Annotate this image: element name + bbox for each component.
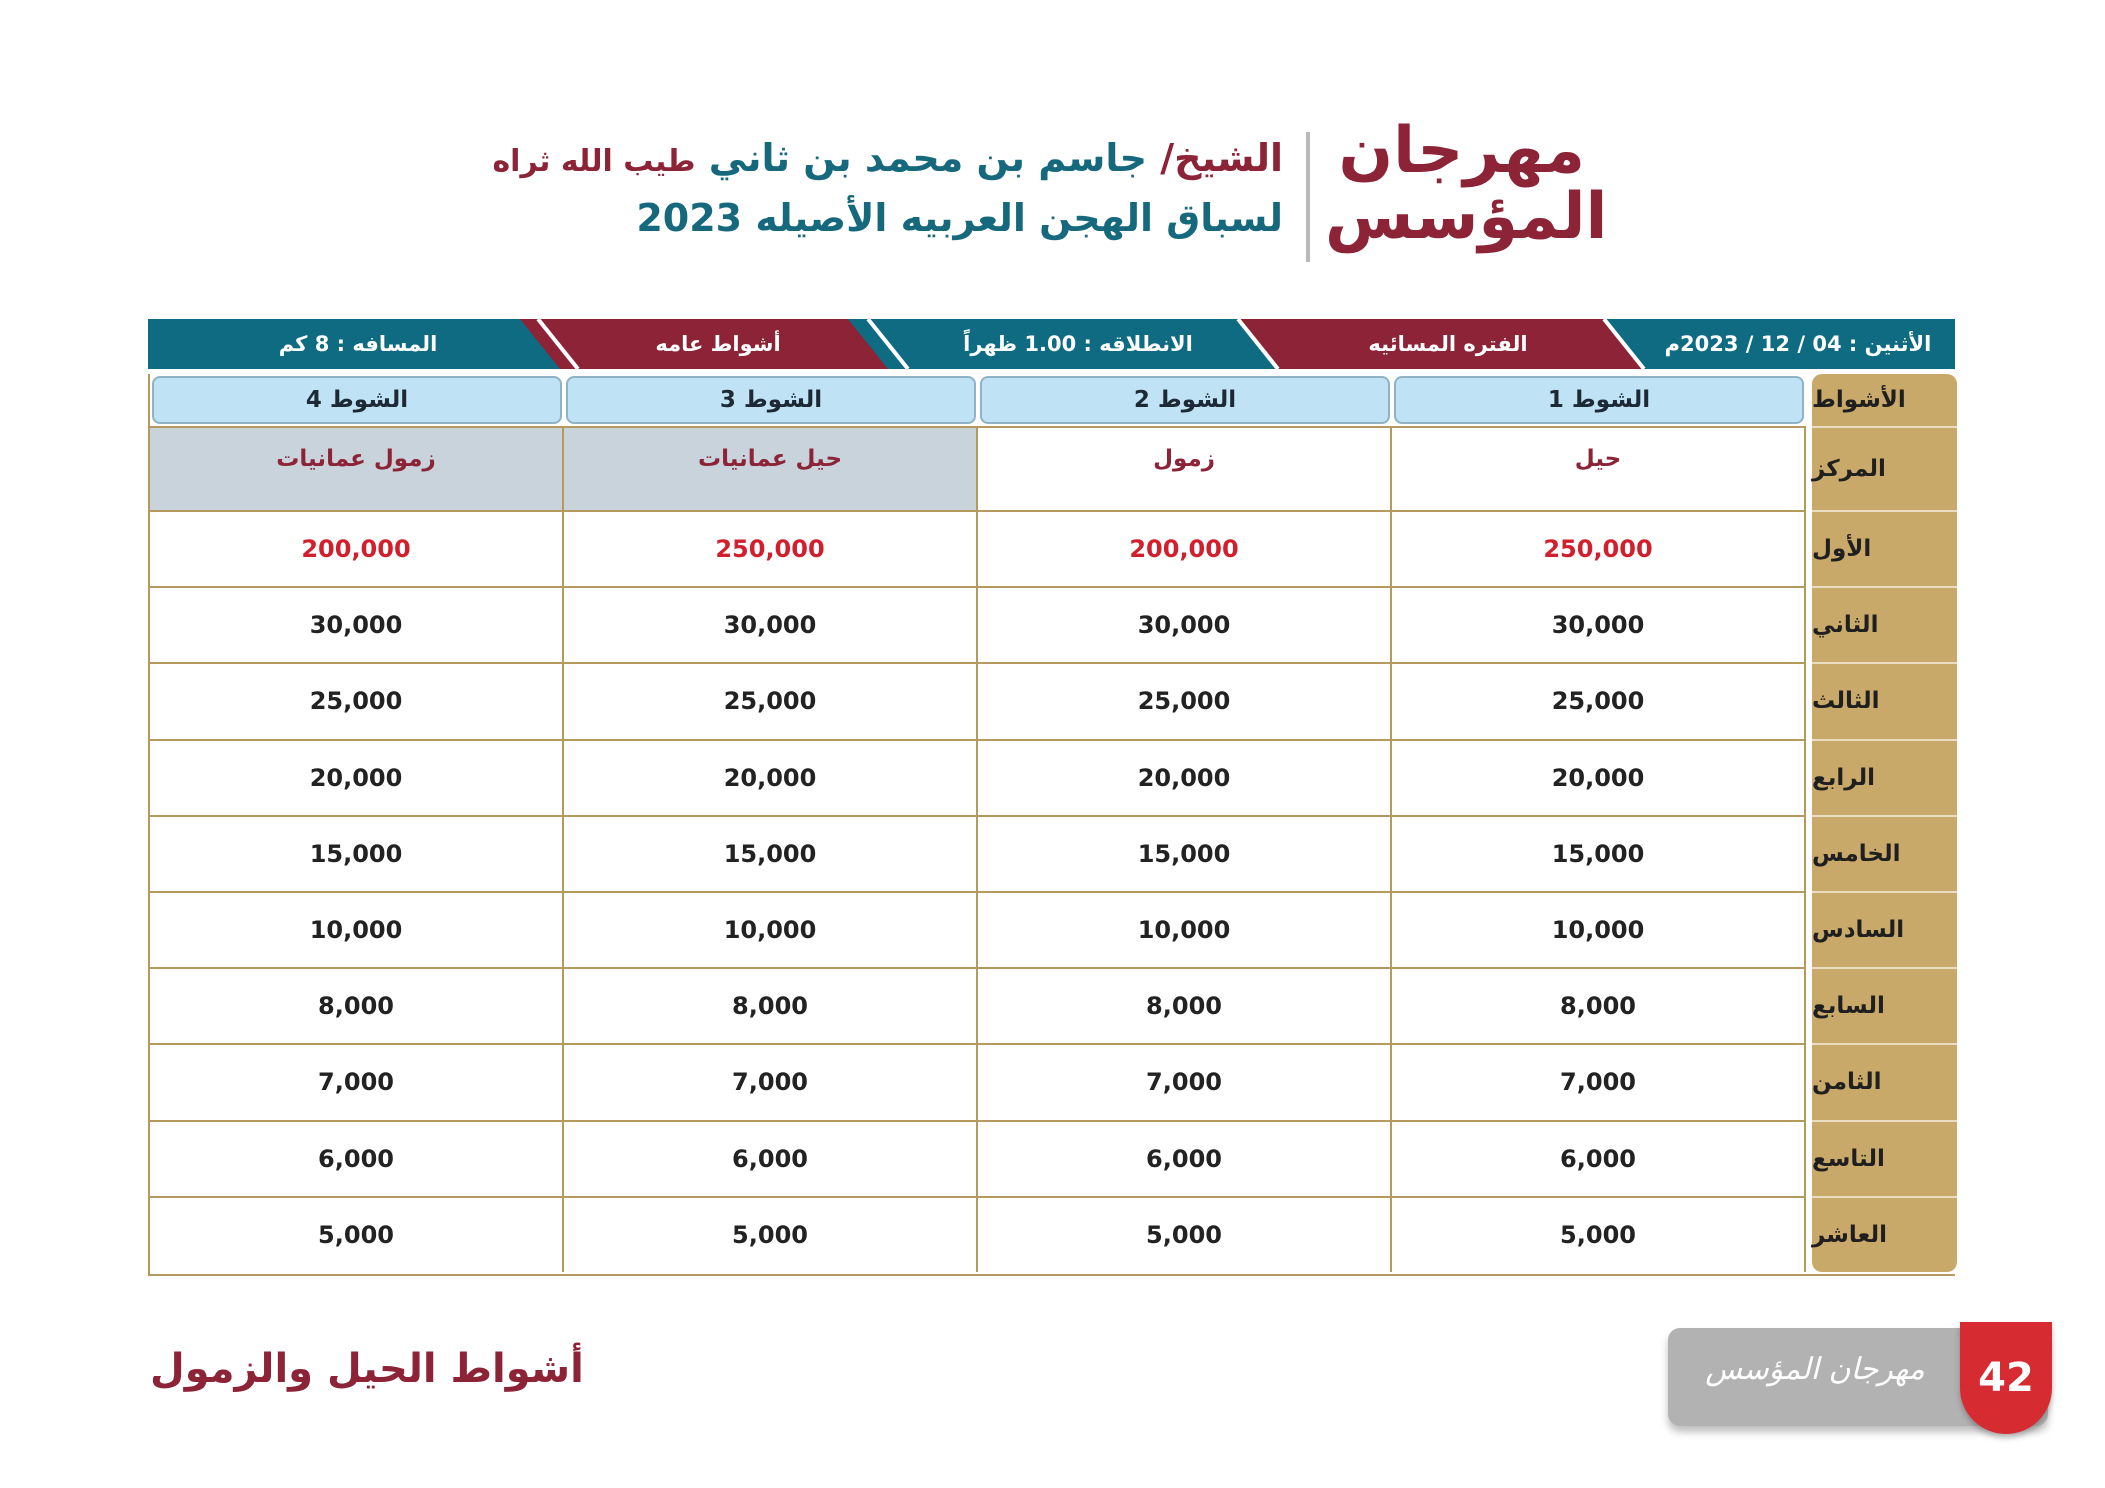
prize-cell: 7,000 bbox=[978, 1043, 1392, 1119]
ribbon-date: الأثنين : 04 / 12 / 2023م bbox=[1664, 332, 1932, 356]
prize-table bbox=[148, 374, 1955, 1276]
center-cell-2: زمول bbox=[978, 426, 1392, 510]
prize-cell: 20,000 bbox=[978, 739, 1392, 815]
prize-cell: 7,000 bbox=[150, 1043, 564, 1119]
heat-header-1: الشوط 1 bbox=[1394, 376, 1804, 424]
prize-cell: 25,000 bbox=[1392, 662, 1806, 738]
prize-cell: 30,000 bbox=[1392, 586, 1806, 662]
prize-cell: 30,000 bbox=[978, 586, 1392, 662]
header-suffix: طيب الله ثراه bbox=[492, 144, 696, 179]
prize-cell: 15,000 bbox=[1392, 815, 1806, 891]
row-label-8: الثامن bbox=[1812, 1043, 1957, 1119]
prize-cell: 10,000 bbox=[564, 891, 978, 967]
center-cell-1: حيل bbox=[1392, 426, 1806, 510]
brand-line-1: مهرجان bbox=[1338, 114, 1585, 188]
prize-cell: 30,000 bbox=[150, 586, 564, 662]
page-number: 42 bbox=[1960, 1322, 2052, 1434]
prize-cell: 15,000 bbox=[564, 815, 978, 891]
info-ribbon bbox=[148, 319, 1955, 369]
prize-cell: 7,000 bbox=[564, 1043, 978, 1119]
prize-cell: 25,000 bbox=[564, 662, 978, 738]
prize-cell: 20,000 bbox=[150, 739, 564, 815]
row-label-9: التاسع bbox=[1812, 1120, 1957, 1196]
ribbon-distance: المسافه : 8 كم bbox=[278, 332, 438, 356]
prize-cell: 8,000 bbox=[978, 967, 1392, 1043]
heat-header-4: الشوط 4 bbox=[152, 376, 562, 424]
prize-cell: 10,000 bbox=[150, 891, 564, 967]
row-label-5: الخامس bbox=[1812, 815, 1957, 891]
header-line-1 bbox=[492, 136, 1283, 180]
prize-cell: 250,000 bbox=[564, 510, 978, 586]
ribbon-start: الانطلاقه : 1.00 ظهراً bbox=[963, 332, 1193, 356]
prize-cell: 20,000 bbox=[1392, 739, 1806, 815]
label-header: الأشواط bbox=[1812, 374, 1957, 426]
header-prefix: الشيخ/ bbox=[1160, 136, 1283, 180]
prize-cell: 5,000 bbox=[1392, 1196, 1806, 1272]
prize-cell: 10,000 bbox=[978, 891, 1392, 967]
prize-cell: 30,000 bbox=[564, 586, 978, 662]
row-label-4: الرابع bbox=[1812, 739, 1957, 815]
prize-cell: 5,000 bbox=[150, 1196, 564, 1272]
prize-cell: 6,000 bbox=[150, 1120, 564, 1196]
prize-cell: 25,000 bbox=[978, 662, 1392, 738]
header-name: جاسم بن محمد بن ثاني bbox=[708, 136, 1148, 180]
row-label-7: السابع bbox=[1812, 967, 1957, 1043]
prize-cell: 8,000 bbox=[1392, 967, 1806, 1043]
prize-cell: 7,000 bbox=[1392, 1043, 1806, 1119]
row-label-10: العاشر bbox=[1812, 1196, 1957, 1272]
prize-cell: 25,000 bbox=[150, 662, 564, 738]
prize-cell: 200,000 bbox=[150, 510, 564, 586]
header-divider bbox=[1306, 132, 1310, 262]
row-label-6: السادس bbox=[1812, 891, 1957, 967]
prize-cell: 20,000 bbox=[564, 739, 978, 815]
brand-title bbox=[1325, 114, 1608, 254]
prize-cell: 5,000 bbox=[564, 1196, 978, 1272]
brand-line-2: المؤسس bbox=[1325, 180, 1608, 254]
prize-cell: 10,000 bbox=[1392, 891, 1806, 967]
prize-cell: 8,000 bbox=[564, 967, 978, 1043]
label-center: المركز bbox=[1812, 426, 1957, 510]
prize-cell: 8,000 bbox=[150, 967, 564, 1043]
center-cell-4: زمول عمانيات bbox=[150, 426, 564, 510]
row-label-1: الأول bbox=[1812, 510, 1957, 586]
heat-header-3: الشوط 3 bbox=[566, 376, 976, 424]
prize-cell: 6,000 bbox=[564, 1120, 978, 1196]
prize-cell: 6,000 bbox=[1392, 1120, 1806, 1196]
prize-cell: 250,000 bbox=[1392, 510, 1806, 586]
header-line-2: لسباق الهجن العربيه الأصيله 2023 bbox=[636, 196, 1283, 240]
footer-logo: مهرجان المؤسس bbox=[1705, 1352, 1925, 1387]
ribbon-type: أشواط عامه bbox=[655, 332, 781, 356]
ribbon-period: الفتره المسائيه bbox=[1368, 332, 1528, 356]
prize-cell: 15,000 bbox=[150, 815, 564, 891]
row-label-3: الثالث bbox=[1812, 662, 1957, 738]
footer-title: أشواط الحيل والزمول bbox=[150, 1346, 584, 1392]
prize-cell: 5,000 bbox=[978, 1196, 1392, 1272]
prize-cell: 6,000 bbox=[978, 1120, 1392, 1196]
prize-cell: 200,000 bbox=[978, 510, 1392, 586]
prize-cell: 15,000 bbox=[978, 815, 1392, 891]
center-cell-3: حيل عمانيات bbox=[564, 426, 978, 510]
heat-header-2: الشوط 2 bbox=[980, 376, 1390, 424]
row-label-2: الثاني bbox=[1812, 586, 1957, 662]
